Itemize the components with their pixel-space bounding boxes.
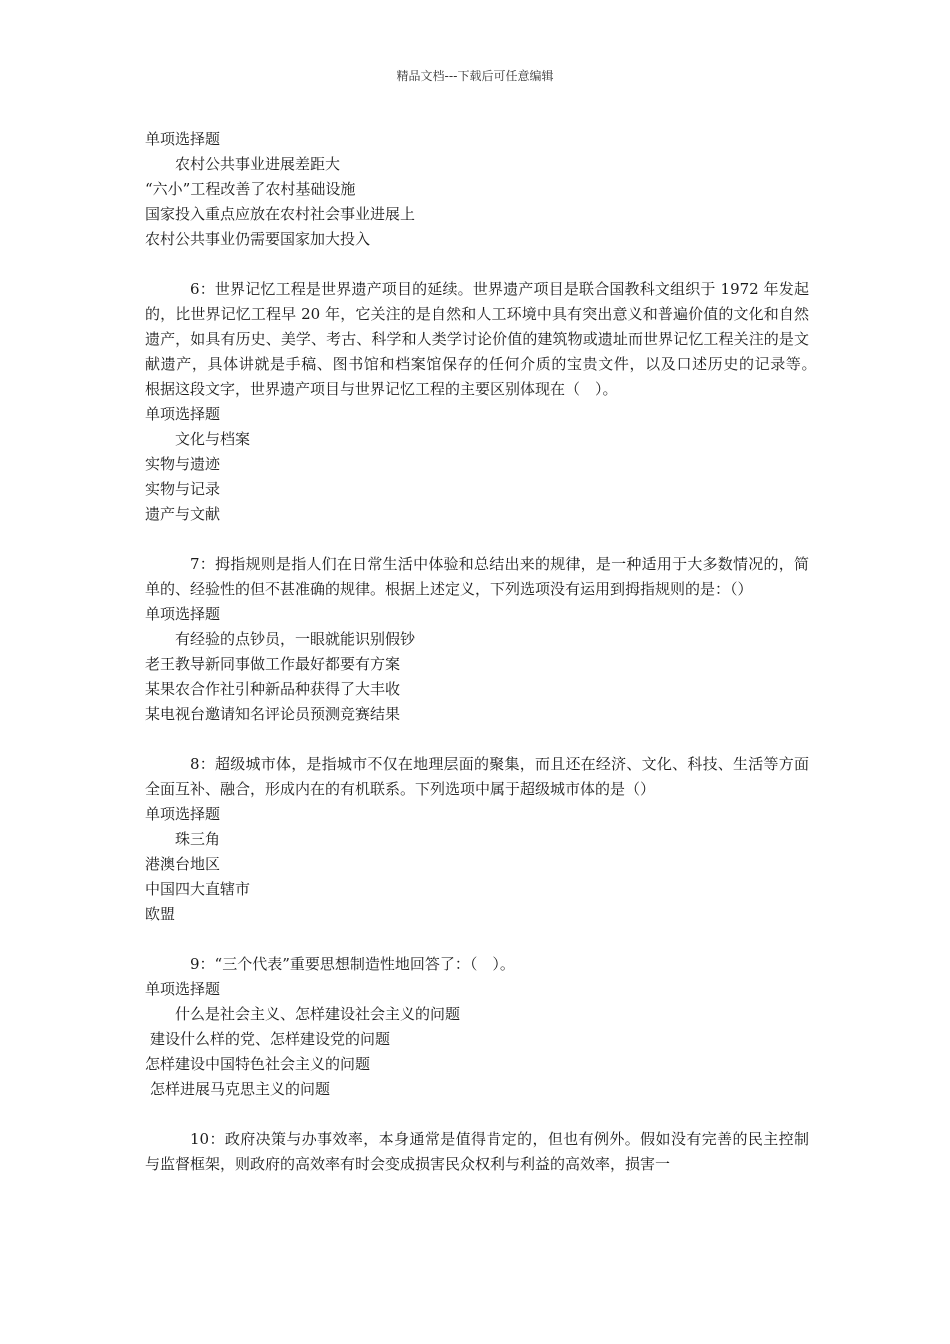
question-type-label: 单项选择题 [145,130,221,148]
question-type-label: 单项选择题 [145,605,221,623]
option-a: 农村公共事业进展差距大 [175,155,341,173]
question-6-text: 6：世界记忆工程是世界遗产项目的延续。世界遗产项目是联合国教科文组织于 1972 年发起的，比世界记忆工程早 20 年，它关注的是自然和人工环境中具有突出意义和普遍价值的文化和自然遗产，如具有历史、美学、考古、科学和人类学讨论价值的建筑物或遗址而世界记忆工程关注的是文献遗产，具体讲就是手稿、图书馆和档案馆保存的任何介质的宝贵文件，以及口述历史的记录等。 根据这段文字，世界遗产项目与世界记忆工程的主要区别体现在（ ）。 [145,280,840,398]
q9-option-a: 什么是社会主义、怎样建设社会主义的问题 [175,1005,461,1023]
q8-option-d: 欧盟 [145,905,176,923]
q7-option-c: 某果农合作社引种新品种获得了大丰收 [145,680,401,698]
q7-option-d: 某电视台邀请知名评论员预测竞赛结果 [145,705,401,723]
q9-option-d: 怎样进展马克思主义的问题 [150,1080,331,1098]
option-b: “六小”工程改善了农村基础设施 [145,180,356,198]
q7-option-a: 有经验的点钞员，一眼就能识别假钞 [175,630,416,648]
question-9-text: 9：“三个代表”重要思想制造性地回答了：（ ）。 [190,955,515,973]
question-type-label: 单项选择题 [145,405,221,423]
question-type-label: 单项选择题 [145,805,221,823]
q6-option-a: 文化与档案 [175,430,251,448]
option-d: 农村公共事业仍需要国家加大投入 [145,230,371,248]
q6-option-d: 遗产与文献 [145,505,221,523]
q9-option-b: 建设什么样的党、怎样建设党的问题 [150,1030,391,1048]
q7-option-b: 老王教导新同事做工作最好都要有方案 [145,655,401,673]
q8-option-b: 港澳台地区 [145,855,221,873]
q6-option-c: 实物与记录 [145,480,221,498]
q8-option-a: 珠三角 [175,830,221,848]
q6-option-b: 实物与遗迹 [145,455,221,473]
question-type-label: 单项选择题 [145,980,221,998]
option-c: 国家投入重点应放在农村社会事业进展上 [145,205,416,223]
q9-option-c: 怎样建设中国特色社会主义的问题 [145,1055,371,1073]
page-header: 精品文档---下载后可任意编辑 [396,69,554,83]
question-8-text: 8：超级城市体，是指城市不仅在地理层面的聚集，而且还在经济、文化、科技、生活等方面全面互补、融合，形成内在的有机联系。下列选项中属于超级城市体的是（） [145,755,809,798]
q8-option-c: 中国四大直辖市 [145,880,251,898]
question-7-text: 7：拇指规则是指人们在日常生活中体验和总结出来的规律，是一种适用于大多数情况的，简单的、经验性的但不甚准确的规律。根据上述定义，下列选项没有运用到拇指规则的是：（） [145,555,809,598]
document-body [145,127,840,1177]
question-10-text: 10：政府决策与办事效率，本身通常是值得肯定的，但也有例外。假如没有完善的民主控制与监督框架，则政府的高效率有时会变成损害民众权利与利益的高效率，损害一 [145,1130,809,1173]
